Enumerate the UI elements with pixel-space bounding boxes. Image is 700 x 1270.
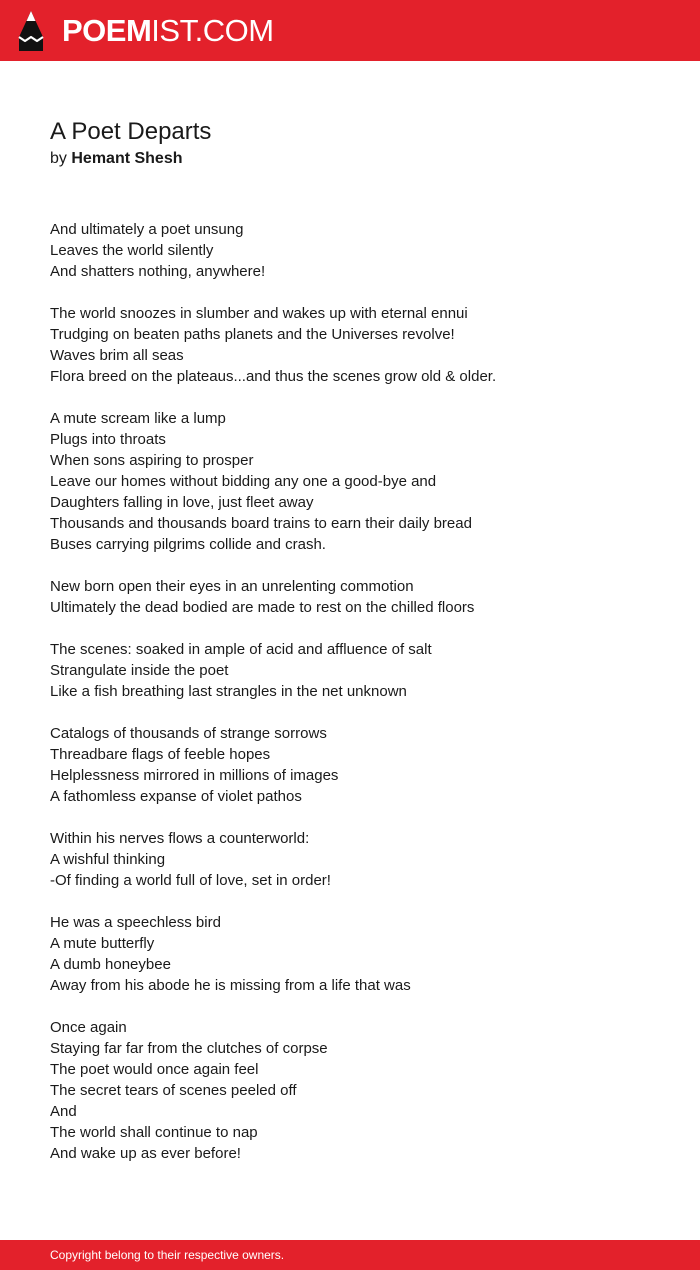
site-logo[interactable] bbox=[62, 13, 274, 49]
poem-line: Catalogs of thousands of strange sorrows bbox=[50, 725, 327, 742]
poem-stanza bbox=[50, 576, 670, 618]
poem-line: Threadbare flags of feeble hopes bbox=[50, 746, 271, 763]
poem-line: The world snoozes in slumber and wakes up with eternal ennui bbox=[50, 305, 468, 322]
poem-stanza bbox=[50, 828, 670, 891]
poem-line: And shatters nothing, anywhere! bbox=[50, 263, 266, 280]
poem-line: Thousands and thousands board trains to earn their daily bread bbox=[50, 515, 472, 532]
poem-line: The world shall continue to nap bbox=[50, 1124, 258, 1141]
poem-stanza bbox=[50, 219, 670, 282]
poem-line: And ultimately a poet unsung bbox=[50, 221, 244, 238]
copyright-text: Copyright belong to their respective owners. bbox=[50, 1248, 285, 1262]
poem-title: A Poet Departs bbox=[50, 118, 212, 145]
poem-stanza bbox=[50, 1017, 670, 1164]
poem-line: Within his nerves flows a counterworld: bbox=[50, 830, 310, 847]
poem-line: A mute scream like a lump bbox=[50, 410, 226, 427]
poem-line: Like a fish breathing last strangles in the net unknown bbox=[50, 683, 407, 700]
poem-line: The scenes: soaked in ample of acid and affluence of salt bbox=[50, 641, 432, 658]
poem-line: Once again bbox=[50, 1019, 127, 1036]
byline bbox=[50, 148, 183, 170]
poem-line: Staying far far from the clutches of corpse bbox=[50, 1040, 328, 1057]
site-header bbox=[0, 0, 700, 61]
poem-line: Waves brim all seas bbox=[50, 347, 184, 364]
poem-line: The poet would once again feel bbox=[50, 1061, 259, 1078]
poem-line: A mute butterfly bbox=[50, 935, 155, 952]
poem-line: A fathomless expanse of violet pathos bbox=[50, 788, 302, 805]
poem-line: Trudging on beaten paths planets and the Universes revolve! bbox=[50, 326, 455, 343]
by-label: by bbox=[50, 150, 67, 167]
poem-stanza bbox=[50, 408, 670, 555]
logo-text-light: IST.COM bbox=[151, 13, 274, 48]
poem-body bbox=[50, 219, 670, 1185]
poem-line: New born open their eyes in an unrelenting commotion bbox=[50, 578, 414, 595]
poem-stanza bbox=[50, 723, 670, 807]
poem-line: Flora breed on the plateaus...and thus the scenes grow old & older. bbox=[50, 368, 497, 385]
pencil-tip-icon[interactable] bbox=[18, 10, 44, 52]
poem-line: He was a speechless bird bbox=[50, 914, 221, 931]
poem-line: Leaves the world silently bbox=[50, 242, 214, 259]
poem-line: Plugs into throats bbox=[50, 431, 166, 448]
poem-line: Daughters falling in love, just fleet away bbox=[50, 494, 314, 511]
site-footer bbox=[0, 1240, 700, 1270]
poem-line: Leave our homes without bidding any one a good-bye and bbox=[50, 473, 437, 490]
poem-line: When sons aspiring to prosper bbox=[50, 452, 254, 469]
poem-line: Away from his abode he is missing from a life that was bbox=[50, 977, 411, 994]
poem-line: Helplessness mirrored in millions of images bbox=[50, 767, 339, 784]
poem-line: A wishful thinking bbox=[50, 851, 166, 868]
poem-line: Buses carrying pilgrims collide and crash. bbox=[50, 536, 326, 553]
logo-text-bold: POEM bbox=[62, 13, 152, 48]
poem-stanza bbox=[50, 912, 670, 996]
poem-stanza bbox=[50, 303, 670, 387]
poem-line: And bbox=[50, 1103, 77, 1120]
poem-line: And wake up as ever before! bbox=[50, 1145, 241, 1162]
poem-line: The secret tears of scenes peeled off bbox=[50, 1082, 297, 1099]
author-name: Hemant Shesh bbox=[71, 150, 183, 167]
poem-line: Strangulate inside the poet bbox=[50, 662, 229, 679]
poem-line: -Of finding a world full of love, set in order! bbox=[50, 872, 331, 889]
poem-line: A dumb honeybee bbox=[50, 956, 171, 973]
poem-line: Ultimately the dead bodied are made to rest on the chilled floors bbox=[50, 599, 475, 616]
poem-stanza bbox=[50, 639, 670, 702]
